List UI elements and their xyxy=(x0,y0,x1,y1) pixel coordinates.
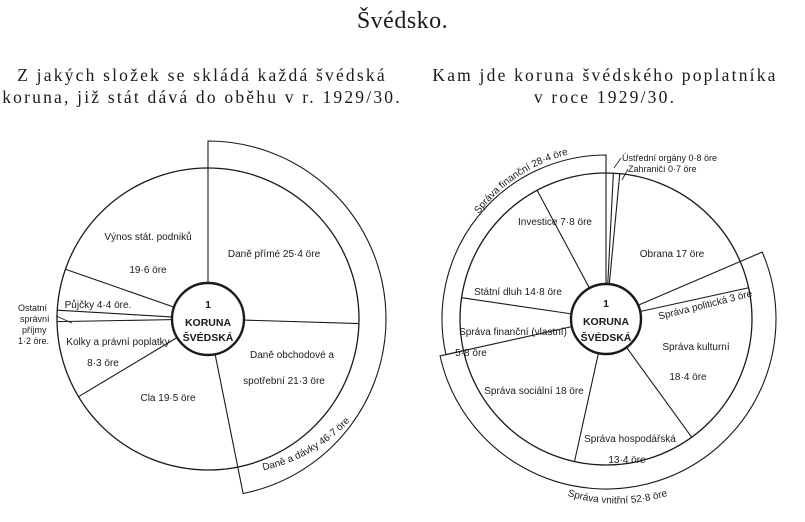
page-title: Švédsko. xyxy=(356,8,449,34)
label-cla: Cla 19·5 öre xyxy=(140,393,196,404)
slice-pujcky-4-4-ore xyxy=(57,310,172,317)
left-center-label-line2: KORUNA xyxy=(184,317,232,329)
right-caption-line-1: Kam jde koruna švédského poplatníka xyxy=(432,65,778,85)
left-caption-line-2: koruna, již stát dává do oběhu v r. 1929/30. xyxy=(2,87,402,107)
label-financni-vlastni-line1: Správa finanční (vlastní) xyxy=(459,327,567,338)
label-zahranici: Zahraničí 0·7 öre xyxy=(628,164,697,174)
label-dane-obchodove-line1: Daně obchodové a xyxy=(250,350,334,361)
label-ring-sprava-financni xyxy=(472,147,569,216)
slice-investice-7-8-ore xyxy=(537,190,589,288)
slice-sprava-socialni-18-ore xyxy=(575,353,599,461)
label-ostatni-line4: 1·2 öre. xyxy=(18,336,50,346)
slice-dane-obchodove-a-spotrebni-21-3-ore xyxy=(244,320,359,323)
slice-sprava-hospodarska-13-4-ore xyxy=(627,347,692,437)
right-center-label-line2: KORUNA xyxy=(582,316,630,328)
label-sprava-politicka xyxy=(657,288,753,322)
label-ostatni-line3: příjmy xyxy=(22,325,47,335)
slice-ostatni-spravni-prijmy-1-2-ore xyxy=(57,320,172,322)
label-kolky-line2: 8·3 öre xyxy=(87,358,119,369)
label-ring-sprava-vnitrni xyxy=(566,488,669,506)
right-center-label-line1: 1 xyxy=(603,298,609,310)
label-kulturni-line1: Správa kulturní xyxy=(662,342,730,353)
label-ring-dane-a-davky xyxy=(261,415,352,473)
label-statni-dluh: Státní dluh 14·8 öre xyxy=(474,287,562,298)
ring-text-dane-a-davky: Daně a dávky 46·7 öre xyxy=(261,415,353,474)
label-dane-obchodove-line2: spotřební 21·3 öre xyxy=(243,376,325,387)
label-hospodarska-line1: Správa hospodářská xyxy=(584,434,676,445)
left-center-label-line3: ŠVÉDSKÁ xyxy=(182,332,234,344)
right-caption-line-2: v roce 1929/30. xyxy=(533,87,677,107)
label-hospodarska-line2: 13·4 öre xyxy=(608,455,646,466)
label-vynos-line1: Výnos stát. podniků xyxy=(104,232,192,243)
label-kolky-line1: Kolky a právní poplatky xyxy=(66,337,170,348)
label-financni-vlastni-line2: 5·8 öre xyxy=(455,348,487,359)
label-socialni: Správa sociální 18 öre xyxy=(484,386,584,397)
label-pujcky: Půjčky 4·4 öre. xyxy=(64,300,132,311)
right-center-label-line3: ŠVÉDSKÁ xyxy=(580,332,632,344)
leader-line-ustredni xyxy=(614,158,621,168)
label-investice: Investice 7·8 öre xyxy=(518,217,592,228)
label-obrana: Obrana 17 öre xyxy=(639,249,705,260)
label-dane-prime: Daně přímé 25·4 öre xyxy=(227,249,321,260)
label-ostatni-line2: správní xyxy=(20,314,50,324)
slice-statni-dluh-14-8-ore xyxy=(462,298,572,314)
label-ostatni-line1: Ostatní xyxy=(18,303,48,313)
label-vynos-line2: 19·6 öre xyxy=(129,265,167,276)
left-center-label-line1: 1 xyxy=(205,299,211,311)
label-ustredni-organy: Ústřední orgány 0·8 öre xyxy=(622,153,718,163)
label-kulturni-line2: 18·4 öre xyxy=(669,372,707,383)
slice-cla-19-5-ore xyxy=(215,354,238,467)
ring-text-sprava-politicka: Správa politická 3 öre xyxy=(657,288,754,323)
ring-text-sprava-vnitrni: Správa vnitřní 52·8 öre xyxy=(566,488,669,507)
left-caption-line-1: Z jakých složek se skládá každá švédská xyxy=(17,65,387,85)
ring-text-sprava-financni: Správa finanční 28·4 öre xyxy=(472,146,570,216)
